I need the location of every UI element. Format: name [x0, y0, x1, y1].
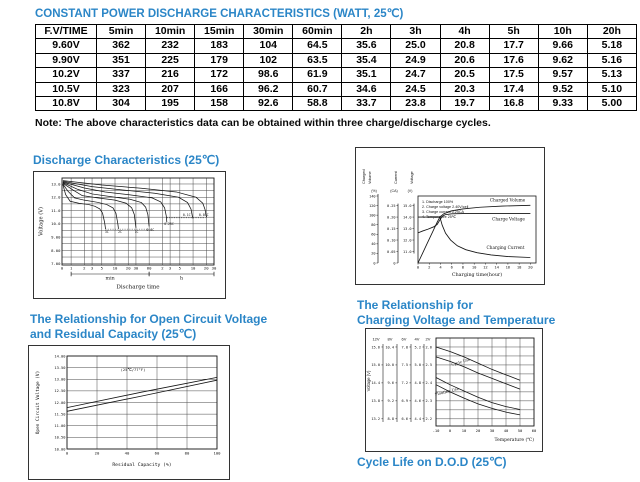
axis-name: Current: [394, 171, 398, 184]
table-cell: 16.8: [489, 97, 538, 111]
curve-label: 2C: [118, 230, 122, 235]
tick-label: 0.25: [386, 203, 396, 208]
tick-label: 100: [213, 450, 221, 456]
tick-label: 20: [203, 265, 209, 271]
tick-label: 14: [494, 264, 499, 270]
axis-header: 2V: [425, 336, 431, 342]
tick-label: 13.2: [371, 417, 380, 422]
temperature-chart-box: [365, 328, 543, 452]
tick-label: 30: [489, 428, 495, 433]
heading-ocv-residual-capacity: [30, 312, 267, 342]
table-cell: 9.62: [538, 53, 587, 67]
heading-line: The Relationship for Open Circuit Voltage: [30, 312, 268, 326]
table-cell: 5.16: [587, 53, 636, 67]
table-cell: 35.4: [342, 53, 391, 67]
table-cell: 20.6: [440, 53, 489, 67]
tick-label: 0.15: [386, 226, 396, 231]
tick-label: 4.8: [414, 381, 421, 386]
series-label: Charged Volume: [489, 197, 526, 203]
table-cell: 92.6: [244, 97, 293, 111]
tick-label: 12: [483, 264, 488, 270]
tick-label: 11.50: [54, 412, 66, 417]
tick-label: 2.2: [425, 417, 432, 422]
tick-label: 15.6: [371, 345, 380, 350]
table-cell: 34.6: [342, 82, 391, 96]
tick-label: 20: [528, 264, 533, 270]
heading-line: The Relationship for: [357, 298, 474, 312]
tick-label: 10: [471, 264, 477, 270]
tick-label: 13.8: [371, 399, 380, 404]
tick-label: 20: [371, 251, 376, 256]
tick-label: 10.4: [385, 345, 394, 350]
table-cell: 17.7: [489, 39, 538, 53]
table-cell: 23.8: [391, 97, 440, 111]
tick-label: 9.00: [51, 234, 61, 240]
table-cell: 5.13: [587, 68, 636, 82]
tick-label: 2.5: [425, 363, 432, 368]
table-cell: 179: [195, 53, 244, 67]
tick-label: 2: [83, 265, 86, 271]
tick-label: 20: [475, 428, 481, 433]
y-axis-label: Open Circuit Voltage (V): [36, 370, 41, 435]
tick-label: 5: [178, 265, 182, 271]
tick-label: 7.2: [401, 381, 408, 386]
tick-label: 120: [369, 203, 376, 208]
tick-label: 14.00: [54, 354, 66, 359]
tick-label: 11.00: [54, 424, 66, 429]
tick-label: 20: [94, 450, 100, 456]
col-header: 15min: [195, 25, 244, 39]
open-circuit-voltage-chart: [29, 346, 226, 476]
col-header: 5min: [97, 25, 146, 39]
tick-label: 11.0: [51, 207, 61, 213]
curve-label: 1C: [134, 230, 139, 235]
table-cell: 9.60V: [36, 39, 97, 53]
table-cell: 24.9: [391, 53, 440, 67]
table-cell: 64.5: [293, 39, 342, 53]
table-cell: 166: [195, 82, 244, 96]
table-cell: 61.9: [293, 68, 342, 82]
tick-label: 6.9: [401, 399, 408, 404]
tick-label: 0.20: [386, 215, 396, 220]
tick-label: 15.0: [371, 363, 380, 368]
tick-label: 80: [371, 223, 376, 228]
tick-label: 4.4: [414, 417, 421, 422]
table-cell: 24.5: [391, 82, 440, 96]
heading-charging-voltage-temperature: [357, 298, 555, 328]
tick-label: 60: [154, 450, 160, 456]
tick-label: 5.2: [414, 345, 421, 350]
table-cell: 58.8: [293, 97, 342, 111]
charging-characteristics-chart: [356, 148, 541, 281]
table-row: [36, 97, 637, 111]
table-cell: 17.6: [489, 53, 538, 67]
tick-label: 2.3: [425, 399, 432, 404]
axis-name: Voltage: [410, 171, 414, 184]
table-cell: 9.52: [538, 82, 587, 96]
curve-label: 3C: [104, 230, 109, 235]
band-label: Floating Use: [434, 385, 460, 397]
y-axis-label: Voltage (V): [38, 206, 45, 237]
band-label: Cycle Use: [450, 356, 471, 367]
table-cell: 232: [146, 39, 195, 53]
col-header: 60min: [293, 25, 342, 39]
table-cell: 183: [195, 39, 244, 53]
x-axis-label: Residual Capacity (%): [112, 463, 172, 468]
tick-label: 7.8: [401, 345, 408, 350]
plot-border: [436, 338, 534, 426]
curve-label: 0.05C: [198, 212, 209, 217]
chart-note: 1. Discharge 100%: [422, 200, 454, 204]
table-cell: 102: [244, 53, 293, 67]
table-row: [36, 53, 637, 67]
y-axis-label: Voltage (V): [366, 370, 371, 392]
axis-header: 8V: [387, 336, 393, 342]
col-header: 10min: [146, 25, 195, 39]
col-header: 5h: [489, 25, 538, 39]
tick-label: 60: [146, 265, 152, 271]
col-header: 30min: [244, 25, 293, 39]
chart-note: 4. Temperature 25℃: [422, 215, 456, 219]
charging-voltage-temperature-chart: [366, 329, 539, 448]
tick-label: 80: [184, 450, 190, 456]
tick-label: 0.05: [386, 249, 396, 254]
curve-upper: [67, 377, 217, 407]
tick-label: 0: [373, 261, 376, 266]
table-cell: 104: [244, 39, 293, 53]
table-cell: 33.7: [342, 97, 391, 111]
axis-header: 6V: [401, 336, 407, 342]
tick-label: 0.10: [386, 238, 396, 243]
col-header: F.V/TIME: [36, 25, 97, 39]
col-header: 10h: [538, 25, 587, 39]
table-cell: 98.6: [244, 68, 293, 82]
table-cell: 25.0: [391, 39, 440, 53]
tick-label: 5: [100, 265, 103, 271]
table-cell: 207: [146, 82, 195, 96]
plot-border: [62, 178, 214, 265]
tick-label: 2.6: [425, 345, 432, 350]
table-cell: 35.6: [342, 39, 391, 53]
tick-label: 0: [393, 261, 396, 266]
table-cell: 172: [195, 68, 244, 82]
tick-label: 14.0: [402, 215, 412, 220]
tick-label: 40: [371, 242, 376, 247]
table-cell: 35.1: [342, 68, 391, 82]
table-cell: 96.2: [244, 82, 293, 96]
tick-label: 14.4: [371, 381, 380, 386]
table-cell: 337: [97, 68, 146, 82]
table-row: [36, 68, 637, 82]
tick-label: 20: [125, 265, 131, 271]
tick-label: 40: [124, 450, 130, 456]
axis-unit-label: min: [105, 276, 115, 282]
table-row: [36, 82, 637, 96]
table-cell: 323: [97, 82, 146, 96]
col-header: 20h: [587, 25, 636, 39]
table-cell: 195: [146, 97, 195, 111]
discharge-chart-box: [33, 171, 226, 299]
tick-label: 16: [505, 264, 511, 270]
tick-label: 40: [503, 428, 509, 433]
chart-note: 2. Charge voltage 2.40V/cell: [422, 205, 469, 209]
note-text: Note: The above characteristics data can be obtained within three charge/discharge cycles.: [35, 117, 491, 129]
ocv-chart-box: [28, 345, 230, 480]
tick-label: 15.0: [402, 203, 412, 208]
tick-label: 30: [133, 265, 139, 271]
tick-label: -10: [432, 428, 440, 433]
tick-label: 13.00: [54, 377, 66, 382]
tick-label: 11.0: [402, 249, 412, 254]
table-cell: 63.5: [293, 53, 342, 67]
table-cell: 362: [97, 39, 146, 53]
tick-label: 9.2: [387, 399, 394, 404]
table-cell: 10.8V: [36, 97, 97, 111]
curve-charging-current: [418, 217, 530, 257]
tick-label: 4.6: [414, 399, 421, 404]
curve-label: 0.1C: [182, 212, 191, 217]
axis-header: 4V: [414, 336, 420, 342]
tick-label: 6: [450, 264, 453, 270]
axis-unit-label: h: [180, 276, 184, 282]
table-cell: 351: [97, 53, 146, 67]
table-header-row: [36, 25, 637, 39]
tick-label: 10.00: [54, 447, 66, 452]
tick-label: 10: [190, 265, 196, 271]
heading-line: and Residual Capacity (25℃): [30, 327, 197, 341]
tick-label: 5.0: [414, 363, 421, 368]
table-cell: 19.7: [440, 97, 489, 111]
tick-label: 60: [531, 428, 537, 433]
tick-label: 12.50: [54, 389, 66, 394]
table-cell: 9.66: [538, 39, 587, 53]
tick-label: 8.00: [51, 247, 61, 253]
col-header: 3h: [391, 25, 440, 39]
axis-unit: (%): [371, 189, 377, 193]
tick-label: 10.50: [54, 435, 66, 440]
tick-label: 13.0: [402, 226, 412, 231]
table-cell: 304: [97, 97, 146, 111]
tick-label: 1: [69, 265, 73, 271]
chart-note: 3. Charge current 0.25CA: [422, 210, 465, 214]
discharge-chart: [34, 172, 222, 295]
axis-header: 12V: [372, 336, 380, 342]
x-axis-label: Charging time(hour): [451, 273, 503, 278]
tick-label: 3: [90, 265, 94, 271]
col-header: 4h: [440, 25, 489, 39]
tick-label: 10.0: [51, 221, 61, 227]
tick-label: 7.00: [51, 261, 61, 267]
tick-label: 13.0: [51, 181, 61, 187]
charging-chart-box: [355, 147, 545, 285]
x-axis-label: Discharge time: [116, 284, 160, 291]
tick-label: 12.0: [51, 194, 61, 200]
tick-label: 100: [369, 213, 376, 218]
col-header: 2h: [342, 25, 391, 39]
tick-label: 50: [517, 428, 523, 433]
power-table: [35, 24, 637, 111]
tick-label: 10: [112, 265, 118, 271]
x-axis-label: Temperature (℃): [494, 438, 534, 443]
tick-label: 2: [428, 264, 431, 270]
tick-label: 13.50: [54, 365, 66, 370]
tick-label: 0: [416, 264, 420, 270]
axis-unit: (CA): [390, 189, 398, 193]
table-cell: 5.10: [587, 82, 636, 96]
table-cell: 17.4: [489, 82, 538, 96]
tick-label: 12.00: [54, 400, 66, 405]
series-label: Charge Voltage: [492, 216, 525, 222]
curve-lower: [67, 380, 217, 411]
curve-label: 0.25C: [164, 222, 174, 227]
tick-label: 2.4: [425, 381, 432, 386]
annotation: (25℃/77°F): [120, 367, 146, 373]
tick-label: 6.6: [401, 417, 408, 422]
series-label: Charging Current: [486, 244, 525, 250]
table-cell: 17.5: [489, 68, 538, 82]
tick-label: 7.5: [401, 363, 408, 368]
table-cell: 20.8: [440, 39, 489, 53]
heading-line: Charging Voltage and Temperature: [357, 313, 556, 327]
table-cell: 10.5V: [36, 82, 97, 96]
tick-label: 18: [516, 264, 522, 270]
tick-label: 3: [168, 265, 172, 271]
tick-label: 0: [65, 450, 69, 456]
curve-label: 0.6C: [146, 228, 155, 233]
table-row: [36, 39, 637, 53]
tick-label: 10: [461, 428, 467, 433]
axis-name: Charged: [362, 169, 366, 184]
tick-label: 8: [461, 264, 465, 270]
table-cell: 225: [146, 53, 195, 67]
table-cell: 9.57: [538, 68, 587, 82]
tick-label: 0: [60, 265, 64, 271]
table-cell: 158: [195, 97, 244, 111]
table-cell: 20.3: [440, 82, 489, 96]
tick-label: 9.6: [387, 381, 394, 386]
tick-label: 10.0: [385, 363, 394, 368]
table-cell: 24.7: [391, 68, 440, 82]
axis-name: Volume: [368, 171, 372, 184]
tick-label: 0: [448, 428, 452, 433]
tick-label: 12.0: [402, 238, 412, 243]
table-cell: 5.00: [587, 97, 636, 111]
table-cell: 5.18: [587, 39, 636, 53]
tick-label: 8.8: [387, 417, 394, 422]
page-title: CONSTANT POWER DISCHARGE CHARACTERISTICS (WATT, 25℃): [35, 8, 404, 20]
heading-discharge-characteristics: Discharge Characteristics (25℃): [33, 153, 220, 167]
heading-cycle-life: Cycle Life on D.O.D (25℃): [357, 455, 507, 469]
tick-label: 140: [369, 194, 376, 199]
tick-label: 30: [211, 265, 217, 271]
tick-label: 60: [371, 232, 376, 237]
table-cell: 60.7: [293, 82, 342, 96]
table-cell: 9.90V: [36, 53, 97, 67]
table-cell: 216: [146, 68, 195, 82]
table-cell: 10.2V: [36, 68, 97, 82]
tick-label: 2: [161, 265, 164, 271]
table-cell: 20.5: [440, 68, 489, 82]
tick-label: 4: [439, 264, 442, 270]
table-cell: 9.33: [538, 97, 587, 111]
axis-unit: (V): [407, 189, 413, 193]
